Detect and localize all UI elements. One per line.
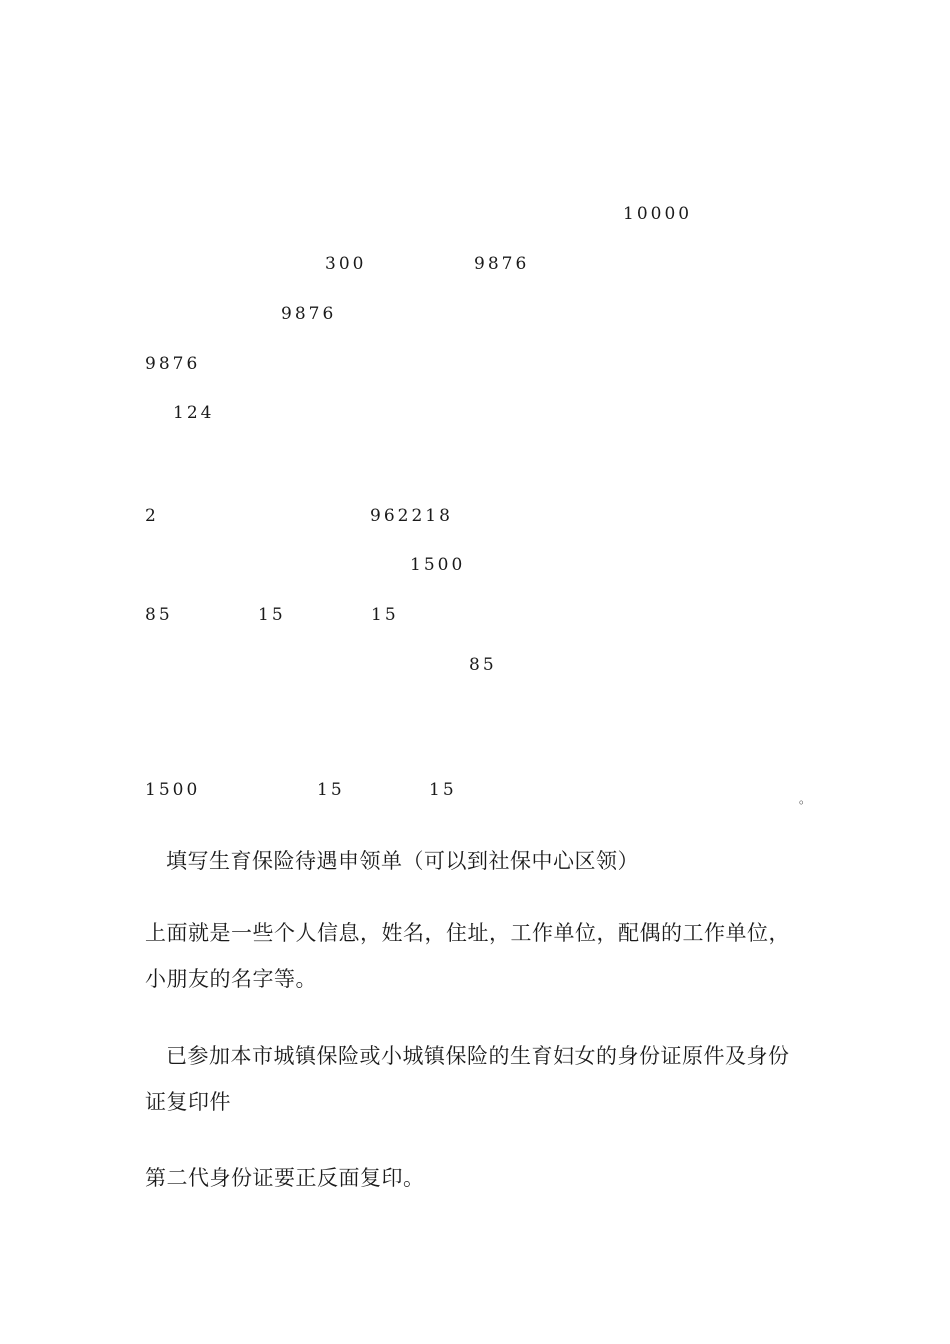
small-dot: 。 [799,792,812,806]
number-text: 9876 [145,354,201,374]
number-text: 15 [317,780,345,800]
number-text: 962218 [370,506,453,526]
number-text: 85 [469,655,497,675]
number-text: 15 [371,605,399,625]
paragraph-id-card: 已参加本市城镇保险或小城镇保险的生育妇女的身份证原件及身份证复印件 [145,1044,790,1114]
number-text: 15 [429,780,457,800]
paragraph-id-copy: 第二代身份证要正反面复印。 [145,1166,425,1190]
number-text: 9876 [281,304,337,324]
number-text: 300 [325,254,367,274]
number-text: 9876 [474,254,530,274]
number-text: 1500 [145,780,201,800]
number-text: 10000 [623,204,693,224]
number-text: 124 [173,403,215,423]
number-text: 2 [145,506,159,526]
number-text: 15 [258,605,286,625]
number-text: 1500 [410,555,466,575]
paragraph-personal-info: 上面就是一些个人信息，姓名，住址，工作单位，配偶的工作单位，小朋友的名字等。 [145,921,790,991]
paragraph-fill-form: 填写生育保险待遇申领单（可以到社保中心区领） [166,849,639,873]
number-text: 85 [145,605,173,625]
